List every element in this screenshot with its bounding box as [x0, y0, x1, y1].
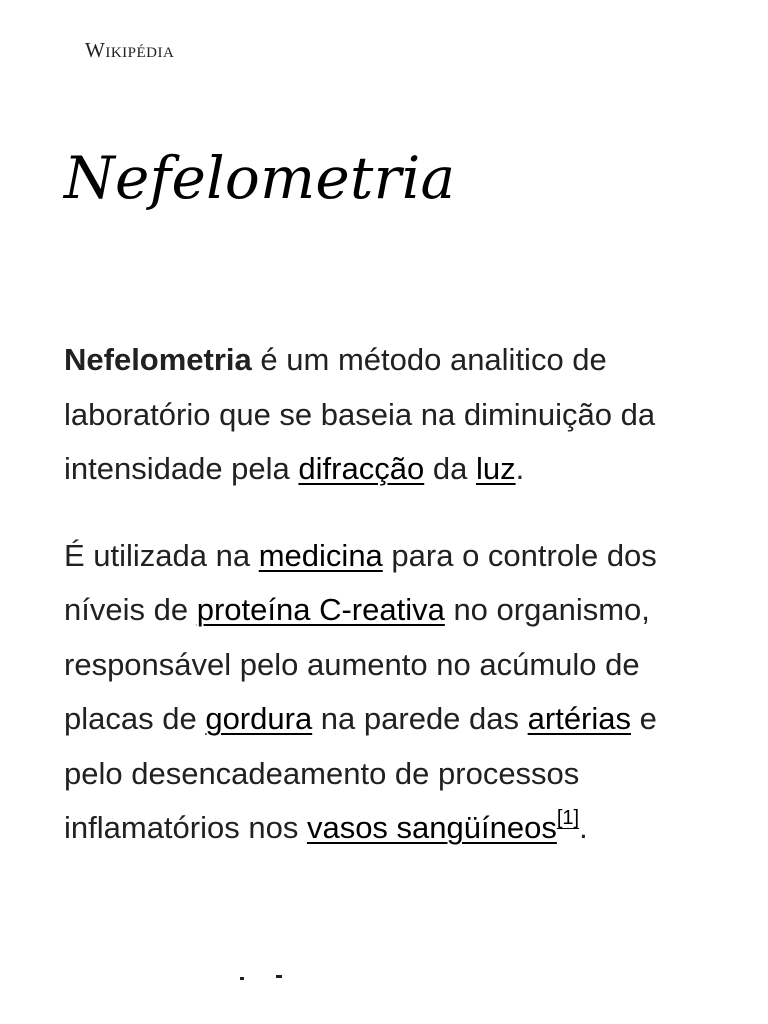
paragraph-text: e pelo desencadeamento de processos inflamatórios nos — [64, 701, 657, 845]
link-arterias[interactable]: artérias — [527, 701, 632, 736]
paragraph-text: . — [579, 810, 588, 845]
cut-off-text — [236, 972, 296, 980]
paragraph-text: . — [515, 451, 525, 486]
link-proteina-c-reativa[interactable]: proteína C-reativa — [196, 592, 445, 627]
paragraph-text: é um método analitico de laboratório que se baseia na diminuição da intensidade pela — [64, 342, 656, 486]
page-title: Nefelometria — [64, 144, 456, 212]
paragraph-text: da — [424, 451, 476, 486]
lead-paragraph — [64, 333, 714, 497]
body-paragraph — [64, 529, 714, 856]
link-difraccao[interactable]: difracção — [298, 451, 425, 486]
wikipedia-wordmark[interactable]: Wikipédia — [85, 38, 175, 62]
paragraph-text: no organismo, responsável pelo aumento no acúmulo de placas de — [64, 592, 650, 736]
paragraph-text: na parede das — [312, 701, 528, 736]
paragraph-text: para o controle dos níveis de — [64, 537, 657, 627]
article-content — [64, 333, 714, 888]
bold-term: Nefelometria — [64, 342, 252, 377]
link-gordura[interactable]: gordura — [205, 701, 313, 736]
reference-link[interactable]: [1] — [556, 807, 580, 829]
reference-marker — [557, 807, 579, 829]
link-luz[interactable]: luz — [475, 451, 516, 486]
paragraph-text: É utilizada na — [64, 537, 259, 573]
link-vasos-sanguineos[interactable]: vasos sangüíneos — [306, 810, 557, 845]
link-medicina[interactable]: medicina — [258, 537, 383, 573]
